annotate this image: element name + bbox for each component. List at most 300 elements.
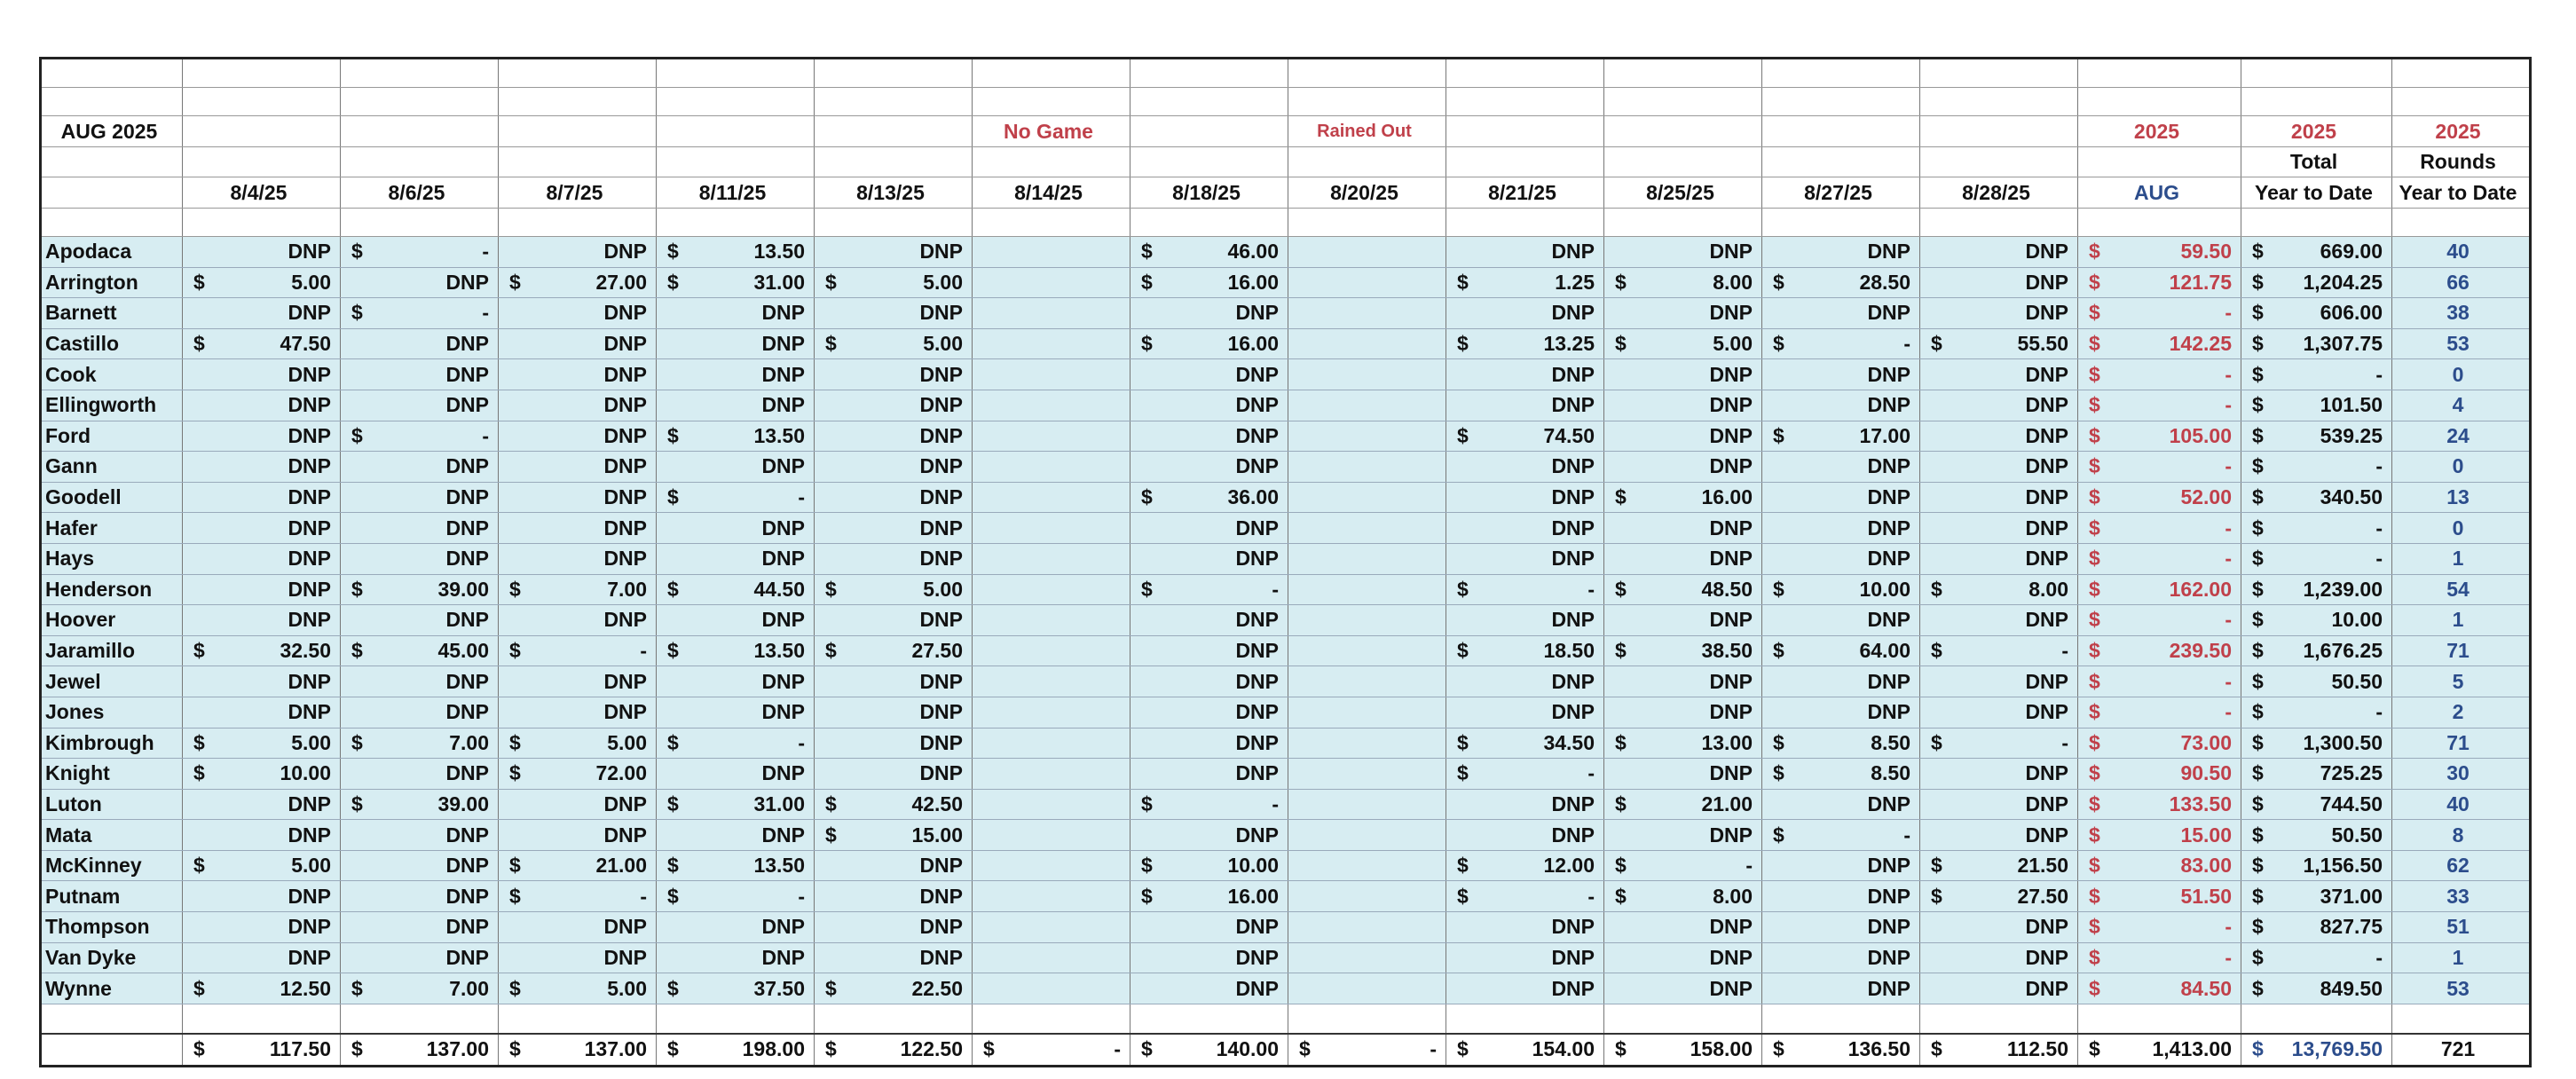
dnp-cell: DNP	[815, 513, 973, 544]
ytd-amount: -	[2375, 547, 2383, 571]
aug-currency-symbol: $	[2089, 423, 2100, 447]
empty-cell	[1604, 116, 1762, 147]
empty-cell	[1446, 59, 1604, 88]
note-rained-out: Rained Out	[1288, 116, 1446, 147]
totals-row	[41, 1034, 2531, 1067]
dnp-cell: DNP	[815, 421, 973, 452]
empty-cell	[1288, 298, 1446, 329]
dnp-cell: DNP	[183, 912, 341, 943]
dnp-cell: DNP	[815, 482, 973, 513]
score-amount: 18.50	[1543, 639, 1595, 663]
dnp-cell: DNP	[183, 942, 341, 973]
score-amount: 5.00	[607, 976, 647, 1000]
ytd-total-cell	[2241, 759, 2392, 790]
dnp-cell: DNP	[1604, 298, 1762, 329]
month-title: AUG 2025	[41, 116, 183, 147]
empty-cell	[1288, 666, 1446, 697]
dnp-cell: DNP	[1762, 789, 1920, 820]
currency-symbol: $	[667, 854, 679, 878]
dnp-cell: DNP	[341, 359, 499, 390]
aug-currency-symbol: $	[2089, 915, 2100, 939]
rounds-cell: 0	[2392, 513, 2531, 544]
currency-symbol: $	[509, 730, 521, 754]
score-cell	[341, 237, 499, 268]
currency-symbol: $	[667, 577, 679, 601]
currency-symbol: $	[509, 270, 521, 294]
empty-cell	[1130, 147, 1288, 177]
rounds-cell: 4	[2392, 390, 2531, 421]
rounds-cell: 51	[2392, 912, 2531, 943]
currency-symbol: $	[667, 485, 679, 509]
scores-spreadsheet	[39, 57, 2532, 1067]
currency-symbol: $	[351, 639, 363, 663]
aug-currency-symbol: $	[2089, 301, 2100, 325]
table-row	[41, 1004, 2531, 1034]
total-currency-symbol: $	[351, 1037, 363, 1061]
ytd-total-cell	[2241, 574, 2392, 605]
currency-symbol: $	[351, 976, 363, 1000]
aug-currency-symbol: $	[2089, 639, 2100, 663]
currency-symbol: $	[667, 639, 679, 663]
dnp-cell: DNP	[1446, 452, 1604, 483]
player-row	[41, 237, 2531, 268]
score-amount: 5.00	[291, 270, 331, 294]
dnp-cell: DNP	[1130, 605, 1288, 636]
ytd-total-cell	[2241, 452, 2392, 483]
currency-symbol: $	[667, 423, 679, 447]
ytd-currency-symbol: $	[2252, 730, 2264, 754]
dnp-cell: DNP	[183, 574, 341, 605]
dnp-cell: DNP	[341, 328, 499, 359]
ytd-total-cell	[2241, 237, 2392, 268]
score-amount: 5.00	[291, 730, 331, 754]
ytd-currency-symbol: $	[2252, 577, 2264, 601]
dnp-cell: DNP	[657, 513, 815, 544]
total-amount: 117.50	[269, 1037, 331, 1061]
dnp-cell: DNP	[1446, 666, 1604, 697]
score-cell	[1130, 789, 1288, 820]
aug-amount: 15.00	[2180, 823, 2232, 847]
empty-cell	[1762, 209, 1920, 237]
ytd-currency-symbol: $	[2252, 854, 2264, 878]
score-amount: 13.50	[753, 854, 805, 878]
score-amount: -	[1587, 577, 1595, 601]
player-name: Mata	[41, 820, 183, 851]
aug-total-cell	[2078, 942, 2241, 973]
dnp-cell: DNP	[815, 728, 973, 759]
empty-cell	[973, 482, 1130, 513]
empty-cell	[1288, 759, 1446, 790]
empty-cell	[1288, 209, 1446, 237]
currency-symbol: $	[1615, 577, 1627, 601]
empty-cell	[2241, 88, 2392, 116]
currency-symbol: $	[667, 976, 679, 1000]
currency-symbol: $	[1931, 730, 1942, 754]
empty-cell	[2392, 209, 2531, 237]
empty-cell	[183, 147, 341, 177]
aug-amount: 133.50	[2169, 792, 2232, 815]
dnp-cell: DNP	[1130, 728, 1288, 759]
empty-cell	[815, 147, 973, 177]
score-amount: 10.00	[1859, 577, 1910, 601]
dnp-cell: DNP	[1604, 359, 1762, 390]
score-amount: 13.25	[1543, 332, 1595, 356]
empty-cell	[1288, 942, 1446, 973]
aug-amount: 142.25	[2169, 332, 2232, 356]
aug-amount: 90.50	[2180, 761, 2232, 785]
score-cell	[183, 635, 341, 666]
aug-total-cell	[2078, 237, 2241, 268]
empty-cell	[2241, 209, 2392, 237]
date-total-cell	[1288, 1034, 1446, 1067]
score-amount: 48.50	[1701, 577, 1753, 601]
player-row	[41, 421, 2531, 452]
aug-total-cell	[2078, 820, 2241, 851]
empty-cell	[341, 88, 499, 116]
dnp-cell: DNP	[1920, 267, 2078, 298]
score-cell	[499, 881, 657, 912]
player-row	[41, 452, 2531, 483]
aug-amount: -	[2225, 669, 2232, 693]
aug-total-cell	[2078, 543, 2241, 574]
empty-cell	[1288, 88, 1446, 116]
ytd-label: Year to Date	[2241, 177, 2392, 209]
ytd-amount: -	[2375, 700, 2383, 724]
date-total-cell	[657, 1034, 815, 1067]
empty-cell	[499, 116, 657, 147]
grand-amount: 13,769.50	[2291, 1037, 2383, 1061]
player-name: Jones	[41, 697, 183, 728]
empty-cell	[1288, 328, 1446, 359]
dnp-cell: DNP	[499, 359, 657, 390]
score-cell	[1920, 574, 2078, 605]
dnp-cell: DNP	[1130, 635, 1288, 666]
dnp-cell: DNP	[657, 942, 815, 973]
aug-amount: -	[2225, 454, 2232, 478]
currency-symbol: $	[1931, 854, 1942, 878]
empty-cell	[657, 147, 815, 177]
empty-cell	[2241, 1004, 2392, 1034]
dnp-cell: DNP	[1920, 605, 2078, 636]
score-cell	[1130, 881, 1288, 912]
aug-total-cell	[2078, 635, 2241, 666]
score-cell	[499, 759, 657, 790]
score-cell	[657, 728, 815, 759]
empty-cell	[973, 543, 1130, 574]
score-cell	[657, 635, 815, 666]
dnp-cell: DNP	[1130, 820, 1288, 851]
empty-cell	[973, 912, 1130, 943]
score-cell	[1604, 789, 1762, 820]
aug-total-cell	[2078, 390, 2241, 421]
score-amount: 27.50	[2017, 884, 2068, 908]
rounds-cell: 1	[2392, 605, 2531, 636]
aug-amount: 51.50	[2180, 884, 2232, 908]
empty-cell	[2078, 88, 2241, 116]
empty-cell	[1446, 116, 1604, 147]
dnp-cell: DNP	[341, 666, 499, 697]
empty-cell	[657, 116, 815, 147]
dnp-cell: DNP	[657, 759, 815, 790]
total-currency-symbol: $	[667, 1037, 679, 1061]
rounds-ytd-label: Year to Date	[2392, 177, 2531, 209]
total-amount: 136.50	[1847, 1037, 1910, 1061]
ytd-currency-symbol: $	[2252, 301, 2264, 325]
aug-currency-symbol: $	[2089, 332, 2100, 356]
empty-cell	[973, 666, 1130, 697]
score-amount: 5.00	[607, 730, 647, 754]
dnp-cell: DNP	[341, 759, 499, 790]
aug-total-cell	[2078, 728, 2241, 759]
currency-symbol: $	[825, 332, 837, 356]
dnp-cell: DNP	[657, 359, 815, 390]
total-amount: 154.00	[1532, 1037, 1595, 1061]
empty-cell	[2392, 1004, 2531, 1034]
currency-symbol: $	[825, 639, 837, 663]
dnp-cell: DNP	[815, 359, 973, 390]
empty-cell	[1288, 912, 1446, 943]
score-cell	[341, 635, 499, 666]
score-cell	[1762, 635, 1920, 666]
score-cell	[815, 635, 973, 666]
dnp-cell: DNP	[815, 666, 973, 697]
empty-cell	[183, 59, 341, 88]
ytd-currency-symbol: $	[2252, 639, 2264, 663]
rounds-grand-total: 721	[2392, 1034, 2531, 1067]
currency-symbol: $	[825, 270, 837, 294]
empty-cell	[657, 59, 815, 88]
currency-symbol: $	[1457, 270, 1469, 294]
score-amount: -	[2061, 639, 2068, 663]
aug-currency-symbol: $	[2089, 976, 2100, 1000]
ytd-total-cell	[2241, 973, 2392, 1004]
player-row	[41, 820, 2531, 851]
ytd-total-cell	[2241, 390, 2392, 421]
dnp-cell: DNP	[183, 666, 341, 697]
total-currency-symbol: $	[193, 1037, 205, 1061]
player-name: Luton	[41, 789, 183, 820]
score-cell	[1446, 328, 1604, 359]
score-cell	[1762, 421, 1920, 452]
dnp-cell: DNP	[1130, 359, 1288, 390]
date-total-cell	[1130, 1034, 1288, 1067]
currency-symbol: $	[193, 854, 205, 878]
dnp-cell: DNP	[815, 390, 973, 421]
aug-amount: 239.50	[2169, 639, 2232, 663]
dnp-cell: DNP	[341, 820, 499, 851]
dnp-cell: DNP	[1762, 697, 1920, 728]
table-row	[41, 209, 2531, 237]
dnp-cell: DNP	[815, 850, 973, 881]
dnp-cell: DNP	[815, 881, 973, 912]
rounds-cell: 53	[2392, 328, 2531, 359]
dnp-cell: DNP	[499, 328, 657, 359]
empty-cell	[973, 942, 1130, 973]
player-name: Putnam	[41, 881, 183, 912]
aug-amount: 59.50	[2180, 240, 2232, 264]
empty-cell	[815, 88, 973, 116]
currency-symbol: $	[351, 301, 363, 325]
grand-currency-symbol: $	[2089, 1037, 2100, 1061]
currency-symbol: $	[193, 761, 205, 785]
score-cell	[1762, 728, 1920, 759]
dnp-cell: DNP	[341, 482, 499, 513]
dnp-cell: DNP	[183, 789, 341, 820]
dnp-cell: DNP	[341, 513, 499, 544]
player-row	[41, 881, 2531, 912]
ytd-currency-symbol: $	[2252, 700, 2264, 724]
currency-symbol: $	[1141, 332, 1153, 356]
score-cell	[183, 728, 341, 759]
empty-cell	[2392, 59, 2531, 88]
empty-cell	[1288, 482, 1446, 513]
ytd-total-cell	[2241, 820, 2392, 851]
rounds-cell: 71	[2392, 728, 2531, 759]
total-currency-symbol: $	[1141, 1037, 1153, 1061]
player-row	[41, 666, 2531, 697]
currency-symbol: $	[1773, 639, 1784, 663]
score-amount: 21.50	[2017, 854, 2068, 878]
dnp-cell: DNP	[1920, 452, 2078, 483]
player-name: Gann	[41, 452, 183, 483]
aug-total-cell	[2078, 421, 2241, 452]
ytd-amount: 371.00	[2320, 884, 2383, 908]
dnp-cell: DNP	[815, 759, 973, 790]
score-cell	[1920, 728, 2078, 759]
ytd-amount: 50.50	[2331, 823, 2383, 847]
dnp-cell: DNP	[1604, 237, 1762, 268]
empty-cell	[973, 635, 1130, 666]
currency-symbol: $	[1773, 730, 1784, 754]
dnp-cell: DNP	[1920, 942, 2078, 973]
dnp-cell: DNP	[1762, 482, 1920, 513]
date-header: 8/21/25	[1446, 177, 1604, 209]
dnp-cell: DNP	[1920, 697, 2078, 728]
date-header: 8/6/25	[341, 177, 499, 209]
dnp-cell: DNP	[341, 390, 499, 421]
dnp-cell: DNP	[1762, 605, 1920, 636]
aug-total-cell	[2078, 298, 2241, 329]
empty-cell	[183, 116, 341, 147]
currency-symbol: $	[1141, 854, 1153, 878]
score-amount: 13.50	[753, 639, 805, 663]
aug-currency-symbol: $	[2089, 945, 2100, 969]
player-row	[41, 359, 2531, 390]
empty-cell	[41, 88, 183, 116]
aug-total-cell	[2078, 850, 2241, 881]
ytd-amount: 1,307.75	[2303, 332, 2383, 356]
currency-symbol: $	[1457, 332, 1469, 356]
dnp-cell: DNP	[499, 820, 657, 851]
score-amount: -	[1903, 823, 1910, 847]
aug-total-cell	[2078, 359, 2241, 390]
player-name: Jewel	[41, 666, 183, 697]
empty-cell	[973, 697, 1130, 728]
aug-currency-symbol: $	[2089, 270, 2100, 294]
player-row	[41, 973, 2531, 1004]
dnp-cell: DNP	[1920, 789, 2078, 820]
dnp-cell: DNP	[1762, 452, 1920, 483]
dnp-cell: DNP	[1604, 697, 1762, 728]
empty-cell	[973, 209, 1130, 237]
currency-symbol: $	[1931, 577, 1942, 601]
total-amount: -	[1430, 1037, 1437, 1061]
dnp-cell: DNP	[1604, 421, 1762, 452]
empty-cell	[2241, 59, 2392, 88]
score-amount: 5.00	[1713, 332, 1753, 356]
total-currency-symbol: $	[1931, 1037, 1942, 1061]
player-row	[41, 912, 2531, 943]
score-amount: 39.00	[437, 577, 489, 601]
aug-currency-symbol: $	[2089, 823, 2100, 847]
ytd-currency-symbol: $	[2252, 332, 2264, 356]
dnp-cell: DNP	[1130, 759, 1288, 790]
empty-cell	[341, 209, 499, 237]
player-row	[41, 574, 2531, 605]
empty-cell	[973, 59, 1130, 88]
score-amount: -	[1272, 577, 1279, 601]
player-name: Castillo	[41, 328, 183, 359]
empty-cell	[973, 88, 1130, 116]
aug-amount: 84.50	[2180, 976, 2232, 1000]
ytd-amount: -	[2375, 516, 2383, 540]
date-header: 8/20/25	[1288, 177, 1446, 209]
dnp-cell: DNP	[1762, 513, 1920, 544]
empty-cell	[973, 574, 1130, 605]
ytd-amount: 10.00	[2331, 608, 2383, 632]
score-amount: 16.00	[1227, 270, 1279, 294]
empty-cell	[1288, 390, 1446, 421]
score-amount: 5.00	[923, 577, 963, 601]
dnp-cell: DNP	[183, 482, 341, 513]
dnp-cell: DNP	[1920, 759, 2078, 790]
ytd-total-cell	[2241, 789, 2392, 820]
empty-cell	[1288, 147, 1446, 177]
aug-total-cell	[2078, 574, 2241, 605]
aug-currency-symbol: $	[2089, 608, 2100, 632]
dnp-cell: DNP	[1604, 973, 1762, 1004]
score-cell	[1604, 635, 1762, 666]
currency-symbol: $	[1141, 270, 1153, 294]
dnp-cell: DNP	[1920, 543, 2078, 574]
ytd-currency-symbol: $	[2252, 485, 2264, 509]
total-amount: 122.50	[900, 1037, 963, 1061]
dnp-cell: DNP	[1446, 513, 1604, 544]
currency-symbol: $	[825, 792, 837, 815]
empty-cell	[973, 513, 1130, 544]
score-amount: 55.50	[2017, 332, 2068, 356]
dnp-cell: DNP	[1604, 513, 1762, 544]
player-name: Thompson	[41, 912, 183, 943]
dnp-cell: DNP	[1446, 912, 1604, 943]
currency-symbol: $	[1457, 577, 1469, 601]
dnp-cell: DNP	[183, 359, 341, 390]
dnp-cell: DNP	[341, 452, 499, 483]
ytd-currency-symbol: $	[2252, 608, 2264, 632]
empty-cell	[41, 59, 183, 88]
empty-cell	[657, 209, 815, 237]
empty-cell	[657, 88, 815, 116]
score-amount: 8.50	[1871, 761, 1910, 785]
score-cell	[183, 267, 341, 298]
score-cell	[1604, 881, 1762, 912]
currency-symbol: $	[1457, 423, 1469, 447]
player-name: Ellingworth	[41, 390, 183, 421]
empty-cell	[1604, 88, 1762, 116]
dnp-cell: DNP	[499, 390, 657, 421]
score-cell	[341, 574, 499, 605]
ytd-currency-symbol: $	[2252, 454, 2264, 478]
